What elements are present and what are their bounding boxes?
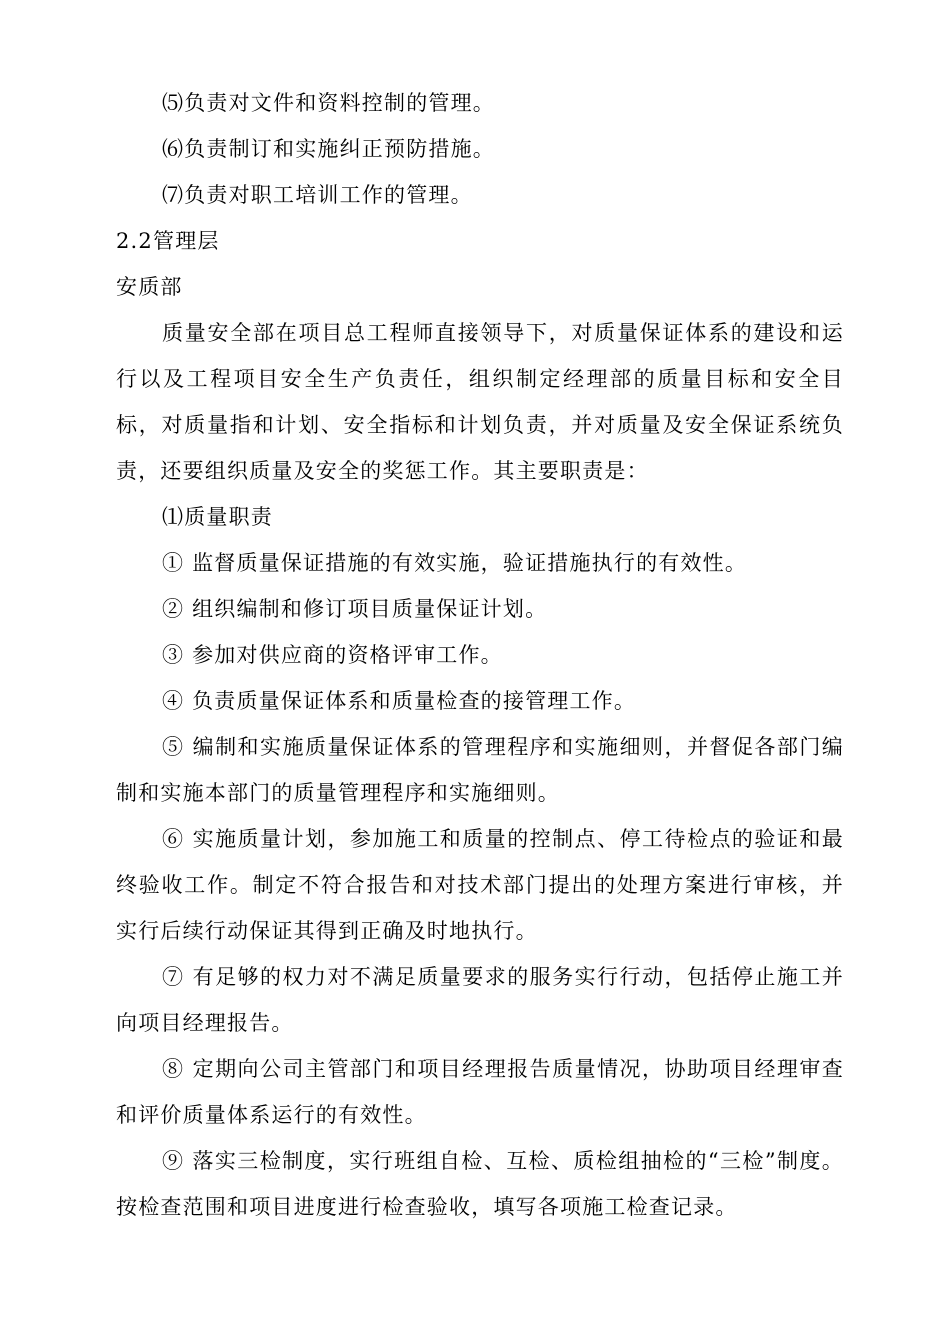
- document-page: [116, 80, 844, 1230]
- duty-item: ⑥ 实施质量计划，参加施工和质量的控制点、停工待检点的验证和最终验收工作。制定不符合报告和对技术部门提出的处理方案进行审核，并实行后续行动保证其得到正确及时地执行。: [116, 827, 844, 943]
- duty-item: ⑦ 有足够的权力对不满足质量要求的服务实行行动，包括停止施工并向项目经理报告。: [116, 965, 844, 1035]
- duty-item: ① 监督质量保证措施的有效实施，验证措施执行的有效性。: [162, 551, 748, 575]
- department-heading: 安质部: [116, 275, 183, 299]
- subheading: ⑴质量职责: [162, 505, 273, 529]
- intro-paragraph: 质量安全部在项目总工程师直接领导下，对质量保证体系的建设和运行以及工程项目安全生产负责任，组织制定经理部的质量目标和安全目标，对质量指和计划、安全指标和计划负责，并对质量及安全保证系统负责，还要组织质量及安全的奖惩工作。其主要职责是：: [116, 321, 844, 483]
- duty-item: ③ 参加对供应商的资格评审工作。: [162, 643, 503, 667]
- duty-item: ④ 负责质量保证体系和质量检查的接管理工作。: [162, 689, 637, 713]
- list-item: ⑹负责制订和实施纠正预防措施。: [162, 137, 495, 161]
- duty-item: ⑨ 落实三检制度，实行班组自检、互检、质检组抽检的“三检”制度。按检查范围和项目进度进行检查验收，填写各项施工检查记录。: [116, 1149, 844, 1219]
- duty-item: ⑧ 定期向公司主管部门和项目经理报告质量情况，协助项目经理审查和评价质量体系运行的有效性。: [116, 1057, 844, 1127]
- duty-item: ② 组织编制和修订项目质量保证计划。: [162, 597, 548, 621]
- list-item: ⑺负责对职工培训工作的管理。: [162, 183, 473, 207]
- list-item: ⑸负责对文件和资料控制的管理。: [162, 91, 495, 115]
- section-heading: 2.2管理层: [116, 229, 220, 253]
- duty-item: ⑤ 编制和实施质量保证体系的管理程序和实施细则，并督促各部门编制和实施本部门的质量管理程序和实施细则。: [116, 735, 844, 805]
